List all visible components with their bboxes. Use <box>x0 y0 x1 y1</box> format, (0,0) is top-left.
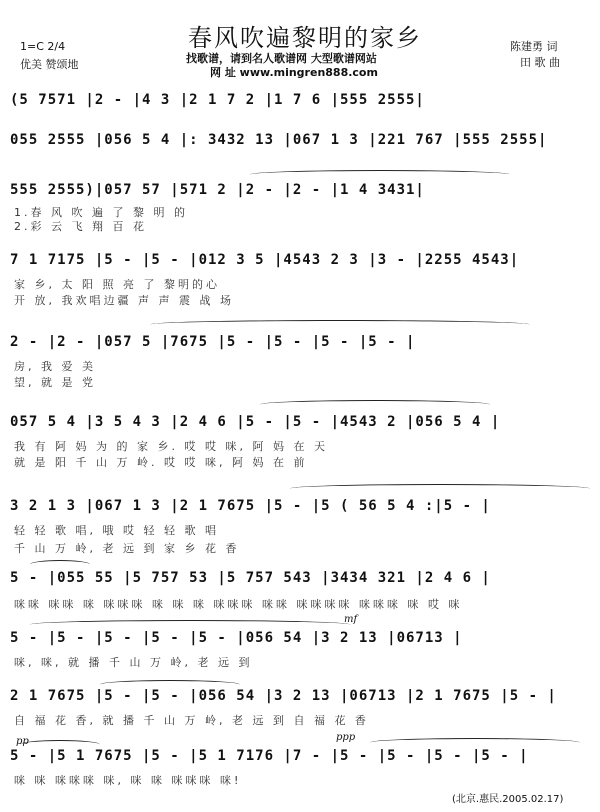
lyrics-line-6-verse-1: 我 有 阿 妈 为 的 家 乡. 哎 哎 咪, 阿 妈 在 天 <box>14 440 328 453</box>
key-signature: 1=C 2/4 <box>20 40 66 53</box>
score-line-1: (5 7571 |2 - |4 3 |2 1 7 2 |1 7 6 |555 2555| <box>10 92 425 108</box>
lyrics-line-4-verse-2: 开 放, 我欢唱边疆 声 声 震 战 场 <box>14 294 234 307</box>
slur-mark <box>250 170 510 179</box>
slur-mark <box>290 484 590 493</box>
score-line-4: 7 1 7175 |5 - |5 - |012 3 5 |4543 2 3 |3 - |2255 4543| <box>10 252 520 268</box>
slur-mark <box>370 738 580 747</box>
lyrics-line-5-verse-1: 房, 我 爱 美 <box>14 360 96 373</box>
lyrics-line-5-verse-2: 望, 就 是 党 <box>14 376 96 389</box>
lyrics-line-11: 咪 咪 咪咪咪 咪, 咪 咪 咪咪咪 咪! <box>14 774 242 787</box>
slur-mark <box>30 560 90 569</box>
slur-mark <box>150 320 530 329</box>
score-line-11: 5 - |5 1 7675 |5 - |5 1 7176 |7 - |5 - |5 - |5 - |5 - | <box>10 748 529 764</box>
promo-line-2: 网 址 www.mingren888.com <box>210 66 378 79</box>
slur-mark <box>260 400 490 409</box>
footer-note: (北京.惠民.2005.02.17) <box>452 794 564 805</box>
score-line-9: 5 - |5 - |5 - |5 - |5 - |056 54 |3 2 13 |06713 | <box>10 630 463 646</box>
dynamic-mf: mf <box>344 614 358 625</box>
lyricist-credit: 陈建勇 词 <box>510 40 558 53</box>
slur-mark <box>30 620 350 629</box>
lyrics-line-6-verse-2: 就 是 阳 千 山 万 岭. 哎 哎 咪, 阿 妈 在 前 <box>14 456 308 469</box>
dynamic-pp: pp <box>16 736 29 747</box>
score-line-5: 2 - |2 - |057 5 |7675 |5 - |5 - |5 - |5 - | <box>10 334 416 350</box>
score-line-10: 2 1 7675 |5 - |5 - |056 54 |3 2 13 |06713 |2 1 7675 |5 - | <box>10 688 557 704</box>
lyrics-line-8: 咪咪 咪咪 咪 咪咪咪 咪 咪 咪 咪咪咪 咪咪 咪咪咪咪 咪咪咪 咪 哎 咪 <box>14 598 463 611</box>
lyrics-line-10: 自 福 花 香, 就 播 千 山 万 岭, 老 远 到 自 福 花 香 <box>14 714 369 727</box>
dynamic-ppp: ppp <box>336 732 356 743</box>
slur-mark <box>100 680 240 689</box>
score-line-2: 055 2555 |056 5 4 |: 3432 13 |067 1 3 |221 767 |555 2555| <box>10 132 548 148</box>
score-line-6: 057 5 4 |3 5 4 3 |2 4 6 |5 - |5 - |4543 2 |056 5 4 | <box>10 414 501 430</box>
score-line-7: 3 2 1 3 |067 1 3 |2 1 7675 |5 - |5 ( 56 5 4 :|5 - | <box>10 498 491 514</box>
lyrics-line-4-verse-1: 家 乡, 太 阳 照 亮 了 黎明的心 <box>14 278 220 291</box>
score-line-3: 555 2555)|057 57 |571 2 |2 - |2 - |1 4 3431| <box>10 182 425 198</box>
tempo-marking: 优美 赞颂地 <box>20 58 79 71</box>
lyrics-line-7-verse-2: 千 山 万 岭, 老 远 到 家 乡 花 香 <box>14 542 240 555</box>
lyrics-line-9: 咪, 咪, 就 播 千 山 万 岭, 老 远 到 <box>14 656 253 669</box>
promo-line-1: 找歌谱，请到名人歌谱网 大型歌谱网站 <box>186 52 377 65</box>
lyrics-line-7-verse-1: 轻 轻 歌 唱, 哦 哎 轻 轻 歌 唱 <box>14 524 219 537</box>
page-title: 春风吹遍黎明的家乡 <box>188 24 422 52</box>
lyrics-line-3-verse-1: 1.春 风 吹 遍 了 黎 明 的 <box>14 206 188 219</box>
lyrics-line-3-verse-2: 2.彩 云 飞 翔 百 花 <box>14 220 147 233</box>
score-line-8: 5 - |055 55 |5 757 53 |5 757 543 |3434 321 |2 4 6 | <box>10 570 491 586</box>
slur-mark <box>20 740 100 749</box>
composer-credit: 田 歌 曲 <box>520 56 560 69</box>
